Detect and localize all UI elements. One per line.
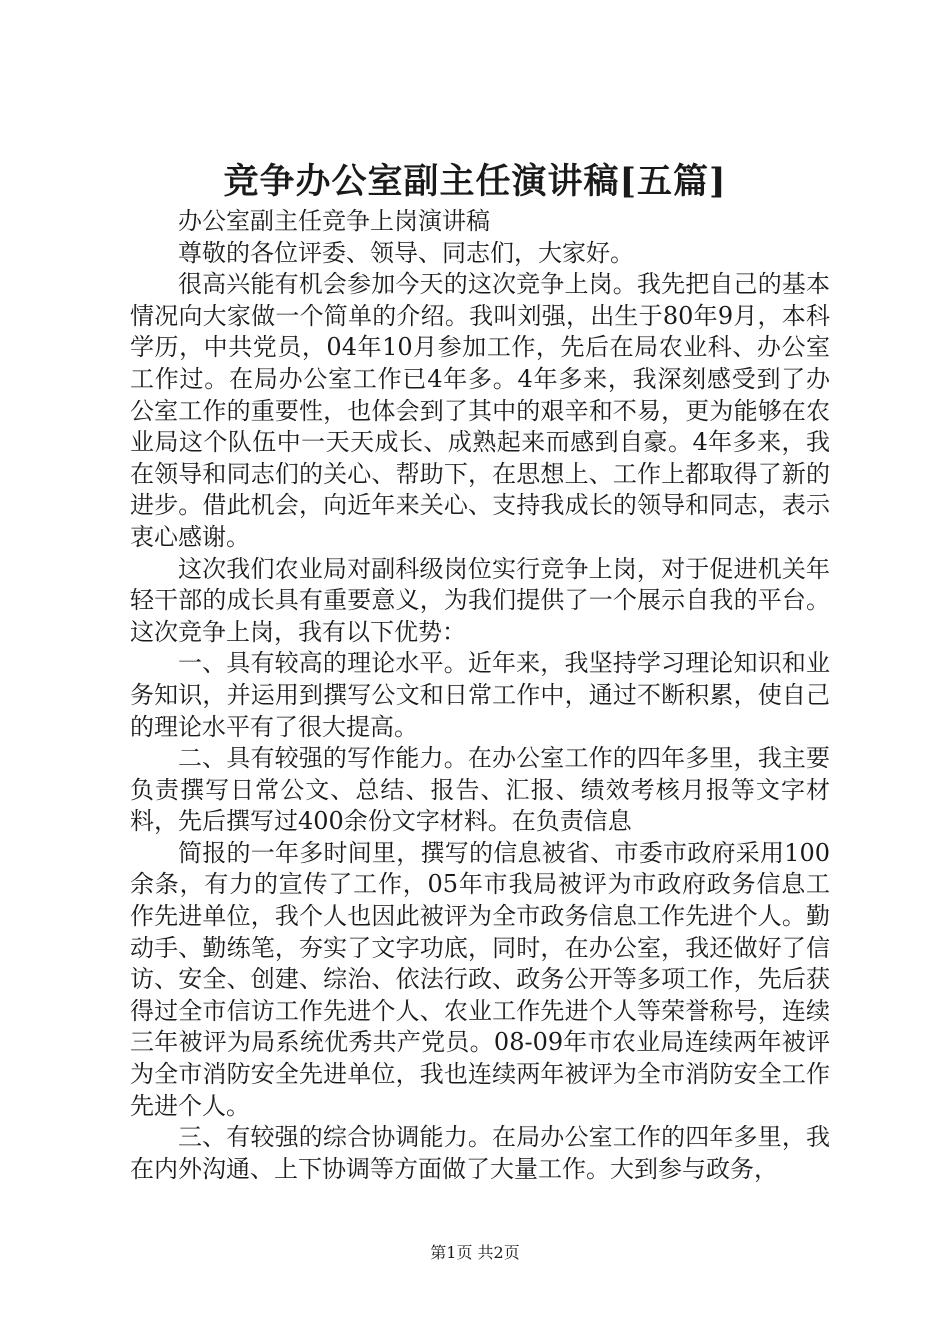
paragraph-advantage-theory: 一、具有较高的理论水平。近年来，我坚持学习理论知识和业务知识，并运用到撰写公文和日常工作中，通过不断积累，使自己的理论水平有了很大提高。 <box>130 649 830 741</box>
paragraph-greeting: 尊敬的各位评委、领导、同志们，大家好。 <box>178 238 634 267</box>
document-title: 竞争办公室副主任演讲稿[五篇] <box>223 161 727 202</box>
paragraph-subtitle: 办公室副主任竞争上岗演讲稿 <box>178 207 490 235</box>
document-body <box>130 206 830 1185</box>
paragraph-introduction: 很高兴能有机会参加今天的这次竞争上岗。我先把自己的基本情况向大家做一个简单的介绍。我叫刘强，出生于80年9月，本科学历，中共党员，04年10月参加工作，先后在局农业科、办公室工作过。在局办公室工作已4年多。4年多来，我深刻感受到了办公室工作的重要性，也体会到了其中的艰辛和不易，更为能够在农业局这个队伍中一天天成长、成熟起来而感到自豪。4年多来，我在领导和同志们的关心、帮助下，在思想上、工作上都取得了新的进步。借此机会，向近年来关心、支持我成长的领导和同志，表示衷心感谢。 <box>130 270 830 551</box>
paragraph-advantage-coordination: 三、有较强的综合协调能力。在局办公室工作的四年多里，我在内外沟通、上下协调等方面做了大量工作。大到参与政务， <box>130 1123 830 1183</box>
paragraph-competition-context: 这次我们农业局对副科级岗位实行竞争上岗，对于促进机关年轻干部的成长具有重要意义，为我们提供了一个展示自我的平台。这次竞争上岗，我有以下优势： <box>130 554 830 646</box>
paragraph-achievements: 简报的一年多时间里，撰写的信息被省、市委市政府采用100余条，有力的宣传了工作，05年市我局被评为市政府政务信息工作先进单位，我个人也因此被评为全市政务信息工作先进个人。勤动手、勤练笔，夯实了文字功底，同时，在办公室，我还做好了信访、安全、创建、综治、依法行政、政务公开等多项工作，先后获得过全市信访工作先进个人、农业工作先进个人等荣誉称号，连续三年被评为局系统优秀共产党员。08-09年市农业局连续两年被评为全市消防安全先进单位，我也连续两年被评为全市消防安全工作先进个人。 <box>130 838 830 1120</box>
page-number-footer: 第1页 共2页 <box>430 1243 520 1262</box>
paragraph-advantage-writing: 二、具有较强的写作能力。在办公室工作的四年多里，我主要负责撰写日常公文、总结、报告、汇报、绩效考核月报等文字材料，先后撰写过400余份文字材料。在负责信息 <box>130 744 830 836</box>
